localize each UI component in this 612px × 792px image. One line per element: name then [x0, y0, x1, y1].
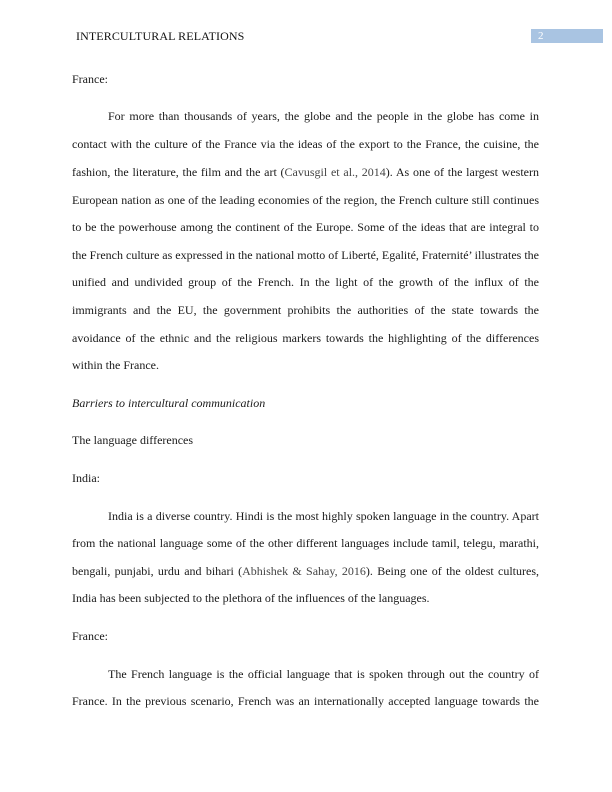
page-number: 2 [538, 30, 544, 42]
text-span: ). Being one of the oldest cultures, [365, 564, 539, 578]
paragraph-line: contact with the culture of the France via the ideas of the export to the France, the cuisine, the [72, 137, 539, 151]
section-heading-barriers: Barriers to intercultural communication [72, 396, 266, 410]
running-head: INTERCULTURAL RELATIONS [76, 29, 245, 43]
paragraph-line: immigrants and the EU, the government prohibits the authorities of the state towards the [72, 303, 539, 317]
text-span: ). As one of the largest western [385, 165, 539, 179]
paragraph-line: from the national language some of the other different languages include tamil, telegu, marathi, [72, 536, 539, 550]
text-span: bengali, punjabi, urdu and bihari ( [72, 564, 243, 578]
paragraph-line: India has been subjected to the plethora of the influences of the languages. [72, 591, 430, 605]
paragraph-line: India is a diverse country. Hindi is the most highly spoken language in the country. Apart [108, 509, 539, 523]
paragraph-line: The French language is the official language that is spoken through out the country of [108, 667, 539, 681]
paragraph-line: the French culture as expressed in the national motto of Liberté, Egalité, Fraternité’ illustrates the [72, 248, 539, 262]
text-span: fashion, the literature, the film and the art ( [72, 165, 285, 179]
subheading-language: The language differences [72, 433, 194, 447]
section-heading-france-2: France: [72, 629, 108, 643]
citation: Cavusgil et al., 2014 [284, 165, 386, 179]
paragraph-line: unified and undivided group of the French. In the light of the growth of the influx of the [72, 275, 539, 289]
paragraph-line: to be the powerhouse among the continent of the Europe. Some of the ideas that are integral to [72, 220, 539, 234]
section-heading-france: France: [72, 72, 108, 86]
citation: Abhishek & Sahay, 2016 [242, 564, 366, 578]
paragraph-line: For more than thousands of years, the globe and the people in the globe has come in [108, 109, 539, 123]
paragraph-line: within the France. [72, 358, 159, 372]
paragraph-line: avoidance of the ethnic and the religious markers towards the highlighting of the differences [72, 331, 539, 345]
paragraph-line: France. In the previous scenario, French was an internationally accepted language towards the [72, 694, 539, 708]
page-number-box [531, 29, 603, 43]
paragraph-line [72, 164, 539, 180]
paragraph-line [72, 563, 539, 579]
paragraph-line: European nation as one of the leading economies of the region, the French culture still continues [72, 193, 539, 207]
section-heading-india: India: [72, 471, 100, 485]
